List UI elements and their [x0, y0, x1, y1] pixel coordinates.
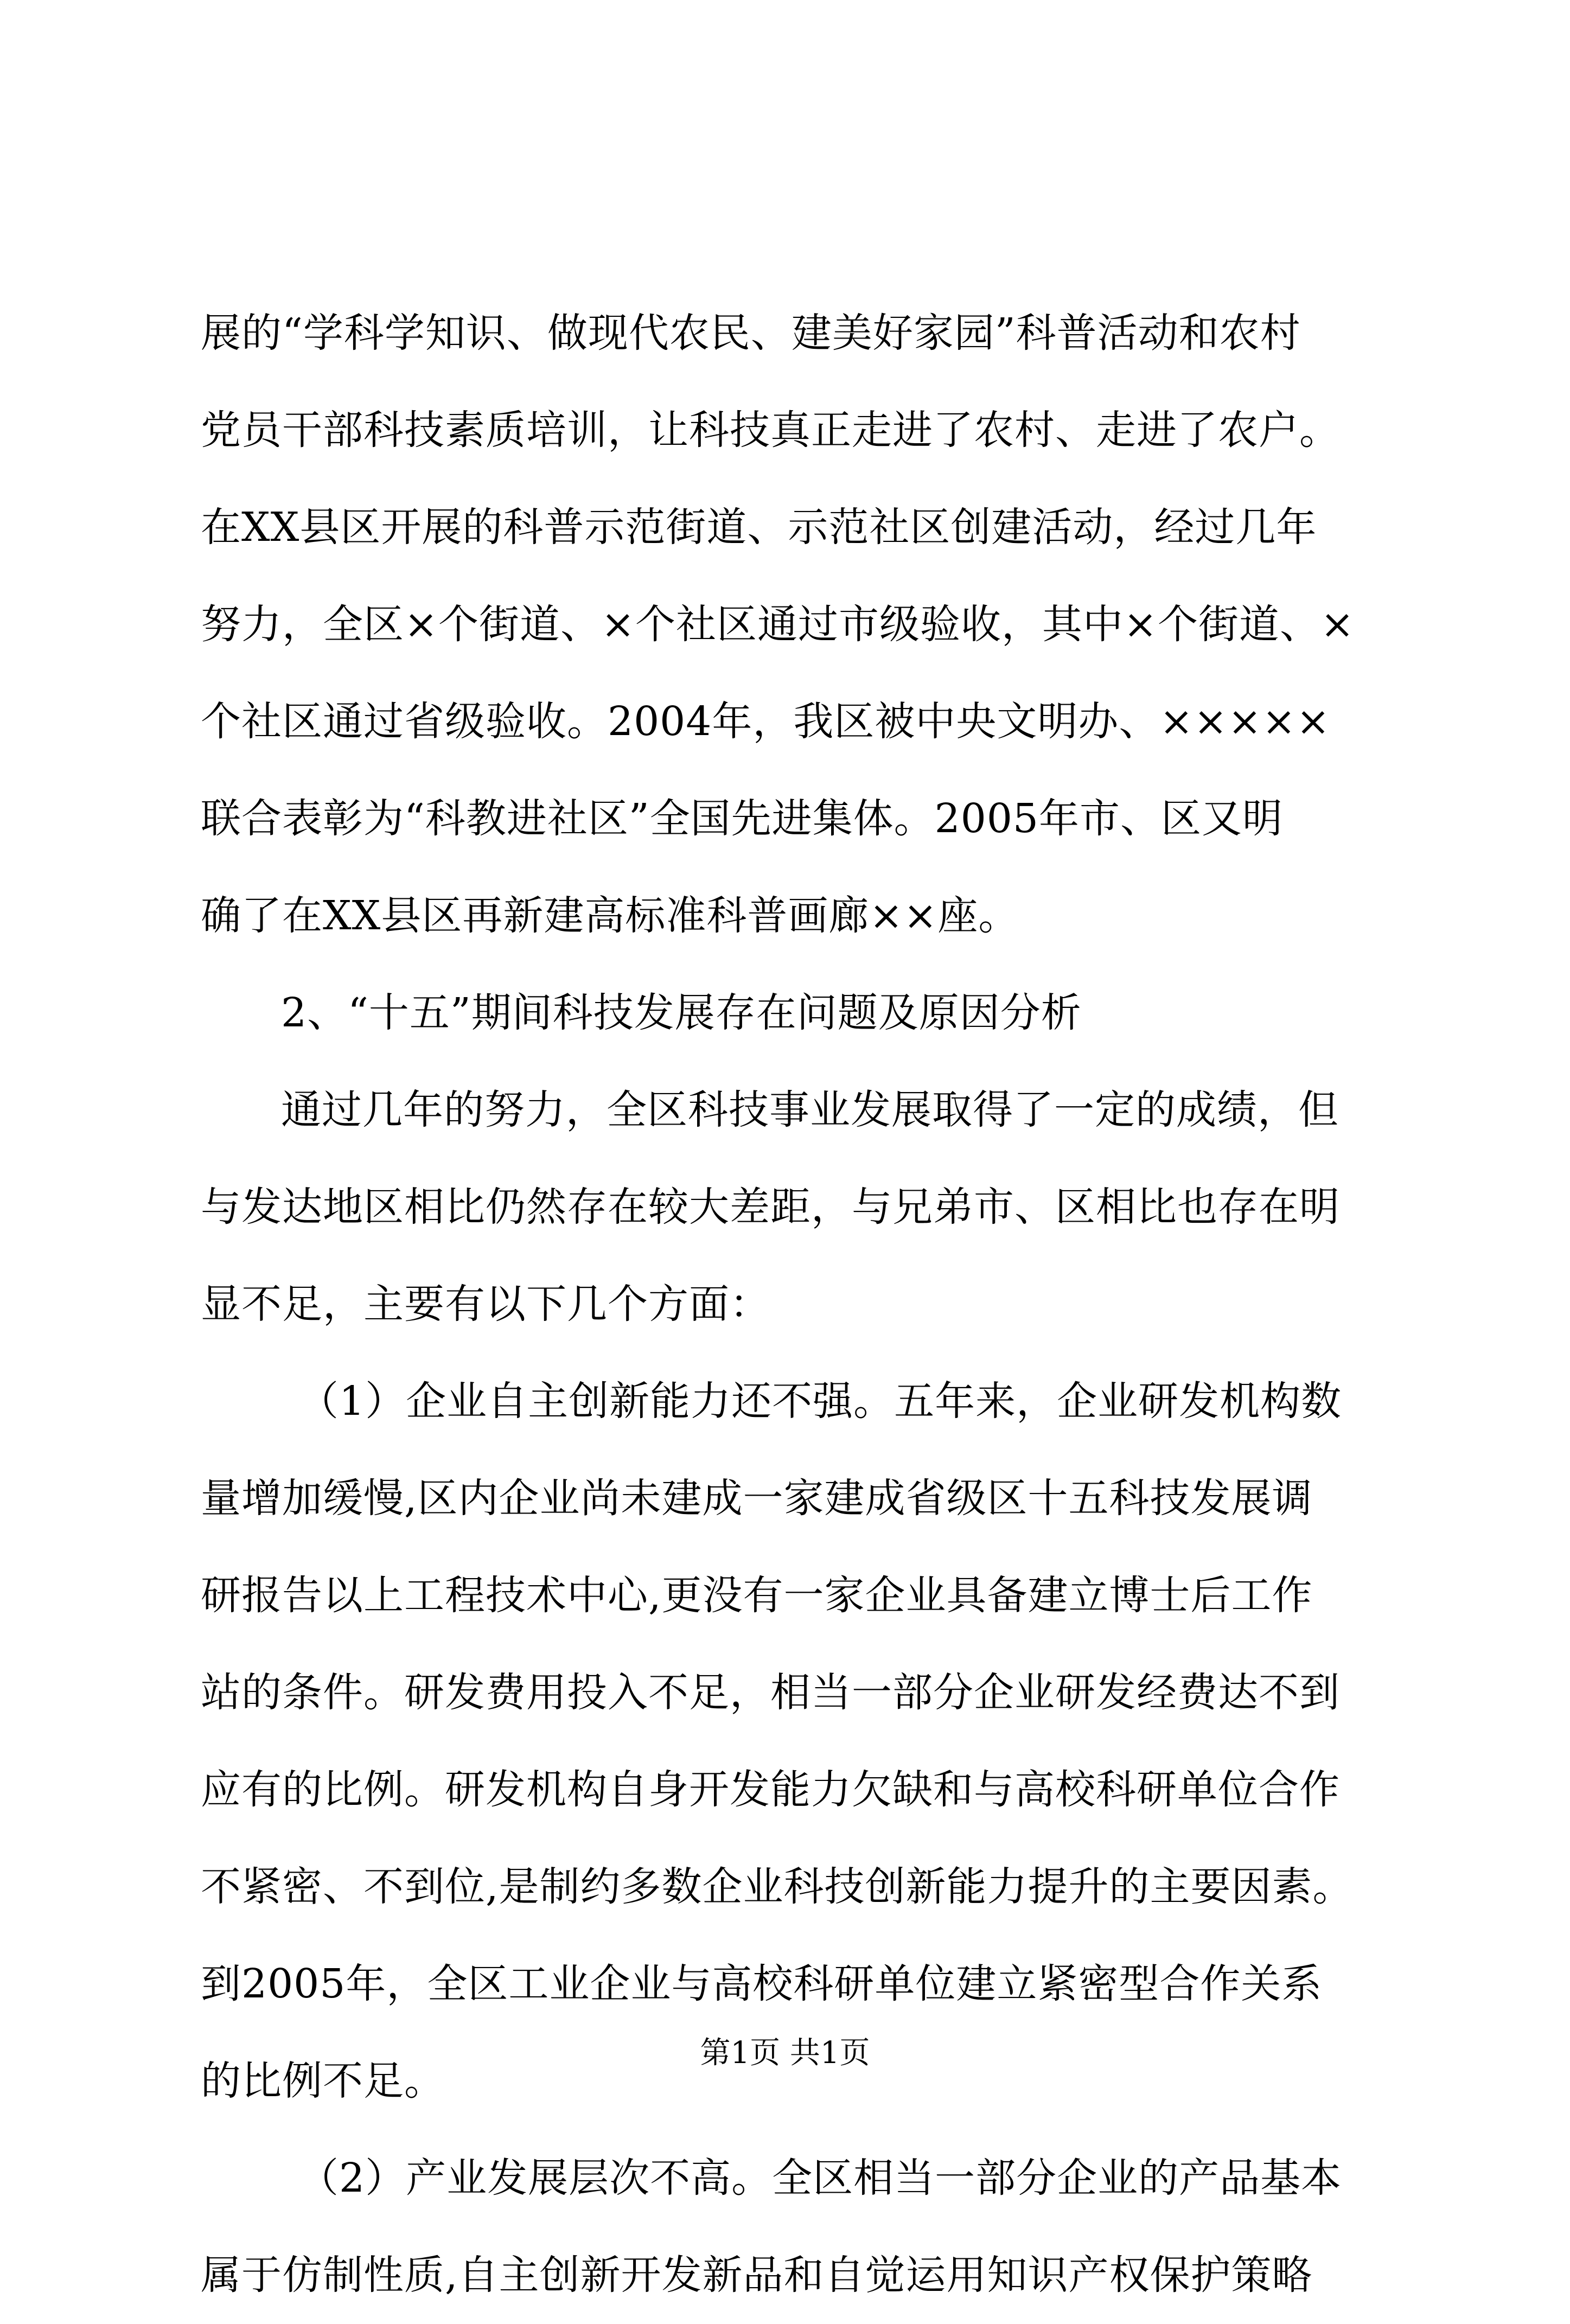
text-line: 站的条件。研发费用投入不足，相当一部分企业研发经费达不到 — [201, 1669, 1340, 1716]
text-line: 研报告以上工程技术中心,更没有一家企业具备建立博士后工作 — [201, 1572, 1313, 1619]
text-line: 展的“学科学知识、做现代农民、建美好家园”科普活动和农村 — [201, 310, 1301, 356]
text-line: 不紧密、不到位,是制约多数企业科技创新能力提升的主要因素。 — [201, 1863, 1354, 1910]
text-line: （1）企业自主创新能力还不强。五年来，企业研发机构数 — [298, 1378, 1342, 1425]
page-footer — [0, 2032, 1570, 2075]
text-line: 确了在XX县区再新建高标准科普画廊××座。 — [201, 892, 1019, 939]
text-line: 属于仿制性质,自主创新开发新品和自觉运用知识产权保护策略 — [201, 2252, 1313, 2299]
page-number-label: 第1页 共1页 — [700, 2035, 870, 2071]
text-line: 个社区通过省级验收。2004年，我区被中央文明办、××××× — [201, 698, 1331, 745]
text-line: 在XX县区开展的科普示范街道、示范社区创建活动，经过几年 — [201, 504, 1317, 551]
section-heading: 2、“十五”期间科技发展存在问题及原因分析 — [281, 989, 1082, 1036]
text-line: 量增加缓慢,区内企业尚未建成一家建成省级区十五科技发展调 — [201, 1475, 1313, 1522]
text-line: 的比例不足。 — [201, 2058, 445, 2104]
text-line: 联合表彰为“科教进社区”全国先进集体。2005年市、区又明 — [201, 795, 1283, 842]
text-line: 努力，全区×个街道、×个社区通过市级验收，其中×个街道、× — [201, 601, 1355, 648]
text-line: 通过几年的努力，全区科技事业发展取得了一定的成绩，但 — [281, 1087, 1339, 1133]
text-line: 到2005年，全区工业企业与高校科研单位建立紧密型合作关系 — [201, 1961, 1323, 2007]
text-line: 党员干部科技素质培训，让科技真正走进了农村、走进了农户。 — [201, 407, 1340, 454]
text-line: 显不足，主要有以下几个方面： — [201, 1281, 770, 1327]
text-line: 应有的比例。研发机构自身开发能力欠缺和与高校科研单位合作 — [201, 1766, 1340, 1813]
text-line: 与发达地区相比仍然存在较大差距，与兄弟市、区相比也存在明 — [201, 1184, 1340, 1230]
text-line: （2）产业发展层次不高。全区相当一部分企业的产品基本 — [298, 2155, 1342, 2201]
document-body — [201, 285, 1375, 2324]
